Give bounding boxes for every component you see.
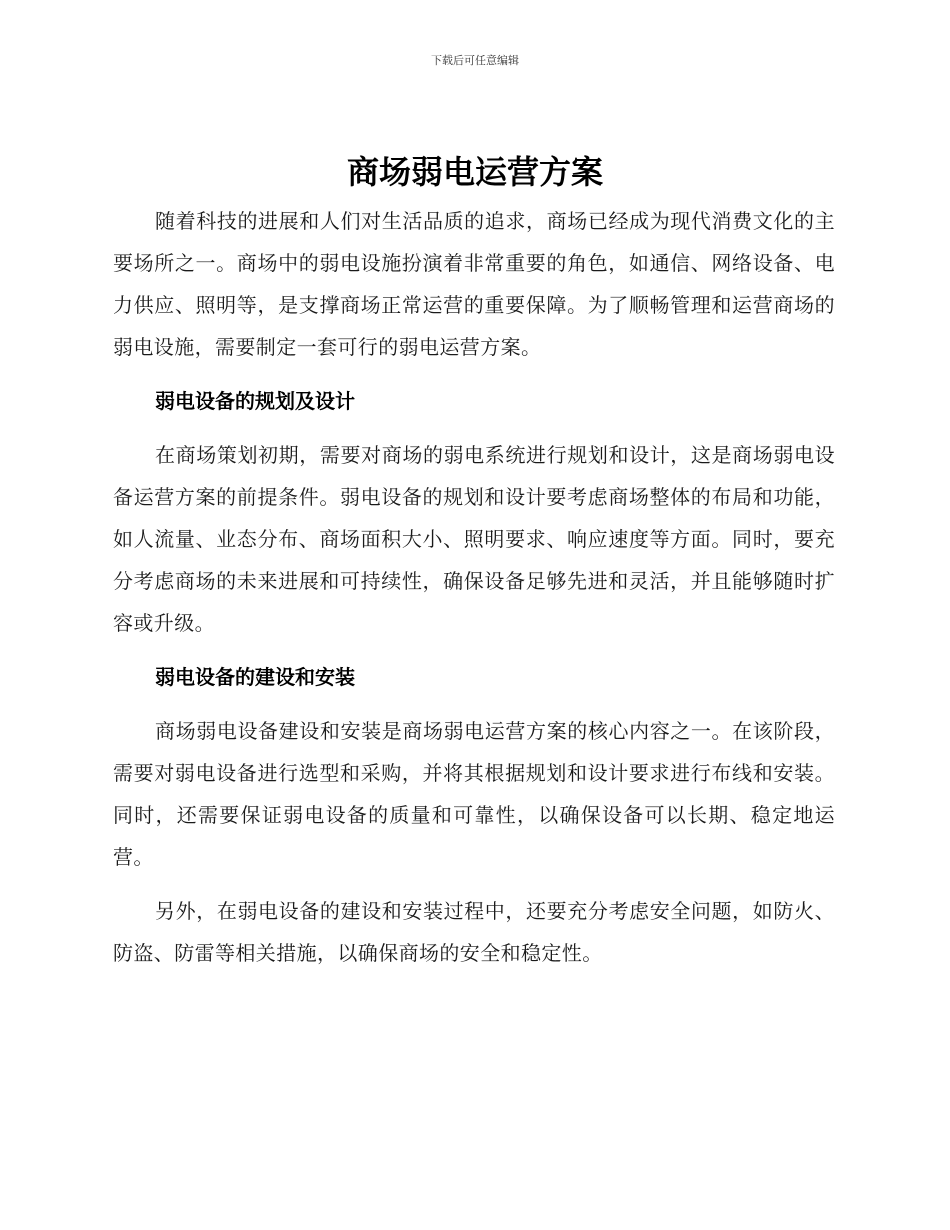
page-header-note: 下载后可任意编辑 [431,54,519,67]
section-paragraph: 另外，在弱电设备的建设和安装过程中，还要充分考虑安全问题，如防火、防盗、防雷等相关措施，以确保商场的安全和稳定性。 [113,899,835,965]
document-body [113,200,835,974]
document-title: 商场弱电运营方案 [346,153,603,191]
section-heading-construction: 弱电设备的建设和安装 [155,665,355,689]
intro-paragraph: 随着科技的进展和人们对生活品质的追求，商场已经成为现代消费文化的主要场所之一。商场中的弱电设施扮演着非常重要的角色，如通信、网络设备、电力供应、照明等，是支撑商场正常运营的重要保障。为了顺畅管理和运营商场的弱电设施，需要制定一套可行的弱电运营方案。 [113,209,835,359]
section-heading-planning: 弱电设备的规划及设计 [155,389,355,413]
section-paragraph: 商场弱电设备建设和安装是商场弱电运营方案的核心内容之一。在该阶段，需要对弱电设备进行选型和采购，并将其根据规划和设计要求进行布线和安装。同时，还需要保证弱电设备的质量和可靠性，以确保设备可以长期、稳定地运营。 [113,719,835,869]
section-paragraph: 在商场策划初期，需要对商场的弱电系统进行规划和设计，这是商场弱电设备运营方案的前提条件。弱电设备的规划和设计要考虑商场整体的布局和功能，如人流量、业态分布、商场面积大小、照明要求、响应速度等方面。同时，要充分考虑商场的未来进展和可持续性，确保设备足够先进和灵活，并且能够随时扩容或升级。 [113,443,835,635]
